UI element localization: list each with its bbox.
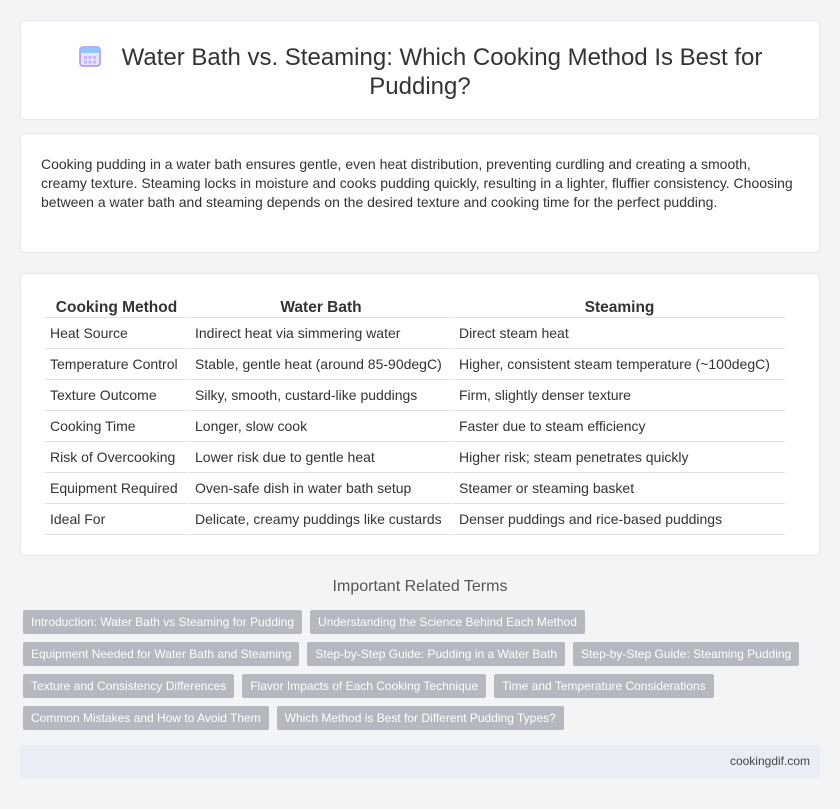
related-term-tag[interactable]: Which Method is Best for Different Pudding Types? (277, 706, 564, 730)
related-term-tag[interactable]: Introduction: Water Bath vs Steaming for Pudding (23, 610, 302, 634)
table-cell: Steamer or steaming basket (454, 473, 785, 504)
column-header-water-bath: Water Bath (190, 296, 452, 318)
table-cell: Temperature Control (45, 349, 188, 380)
related-term-tag[interactable]: Understanding the Science Behind Each Method (310, 610, 585, 634)
summary-card (20, 133, 820, 253)
table-cell: Higher, consistent steam temperature (~100degC) (454, 349, 785, 380)
related-term-tag[interactable]: Equipment Needed for Water Bath and Steaming (23, 642, 299, 666)
table-cell: Heat Source (45, 318, 188, 349)
related-term-tag[interactable]: Step-by-Step Guide: Steaming Pudding (573, 642, 799, 666)
table-row (45, 504, 785, 535)
table-cell: Longer, slow cook (190, 411, 452, 442)
table-cell: Direct steam heat (454, 318, 785, 349)
column-header-method: Cooking Method (45, 296, 188, 318)
comparison-table (43, 296, 787, 535)
table-cell: Delicate, creamy puddings like custards (190, 504, 452, 535)
related-term-tag[interactable]: Texture and Consistency Differences (23, 674, 234, 698)
table-cell: Firm, slightly denser texture (454, 380, 785, 411)
related-terms-heading: Important Related Terms (332, 578, 508, 595)
table-cell: Risk of Overcooking (45, 442, 188, 473)
table-row (45, 442, 785, 473)
table-cell: Faster due to steam efficiency (454, 411, 785, 442)
related-term-tag[interactable]: Step-by-Step Guide: Pudding in a Water Bath (307, 642, 565, 666)
tag-row (23, 674, 803, 698)
table-row (45, 473, 785, 504)
related-terms-tags (23, 610, 803, 738)
table-cell: Silky, smooth, custard-like puddings (190, 380, 452, 411)
related-term-tag[interactable]: Flavor Impacts of Each Cooking Technique (242, 674, 486, 698)
comparison-card (20, 273, 820, 556)
tag-row (23, 706, 803, 730)
table-cell: Texture Outcome (45, 380, 188, 411)
calendar-icon (78, 44, 102, 68)
summary-text: Cooking pudding in a water bath ensures gentle, even heat distribution, preventing curdling and creating a smooth, creamy texture. Steaming locks in moisture and cooks pudding quickly, resulting in a lighter, fluffier consistency. Choosing between a water bath and steaming depends on the desired texture and cooking time for the perfect pudding. (41, 156, 793, 210)
table-cell: Denser puddings and rice-based puddings (454, 504, 785, 535)
title-wrap (61, 43, 779, 101)
tag-row (23, 642, 803, 666)
table-cell: Oven-safe dish in water bath setup (190, 473, 452, 504)
table-cell: Ideal For (45, 504, 188, 535)
table-cell: Cooking Time (45, 411, 188, 442)
related-term-tag[interactable]: Time and Temperature Considerations (494, 674, 713, 698)
site-link[interactable]: cookingdif.com (729, 754, 810, 768)
table-cell: Equipment Required (45, 473, 188, 504)
table-cell: Stable, gentle heat (around 85-90degC) (190, 349, 452, 380)
table-header-row (45, 296, 785, 318)
footer (20, 745, 820, 778)
table-row (45, 380, 785, 411)
header-card (20, 20, 820, 120)
table-cell: Lower risk due to gentle heat (190, 442, 452, 473)
tag-row (23, 610, 803, 634)
table-cell: Indirect heat via simmering water (190, 318, 452, 349)
table-row (45, 318, 785, 349)
column-header-steaming: Steaming (454, 296, 785, 318)
table-cell: Higher risk; steam penetrates quickly (454, 442, 785, 473)
table-row (45, 411, 785, 442)
page-title-text: Water Bath vs. Steaming: Which Cooking Method Is Best for Pudding? (121, 44, 763, 100)
related-term-tag[interactable]: Common Mistakes and How to Avoid Them (23, 706, 269, 730)
page-title (61, 43, 779, 101)
table-row (45, 349, 785, 380)
